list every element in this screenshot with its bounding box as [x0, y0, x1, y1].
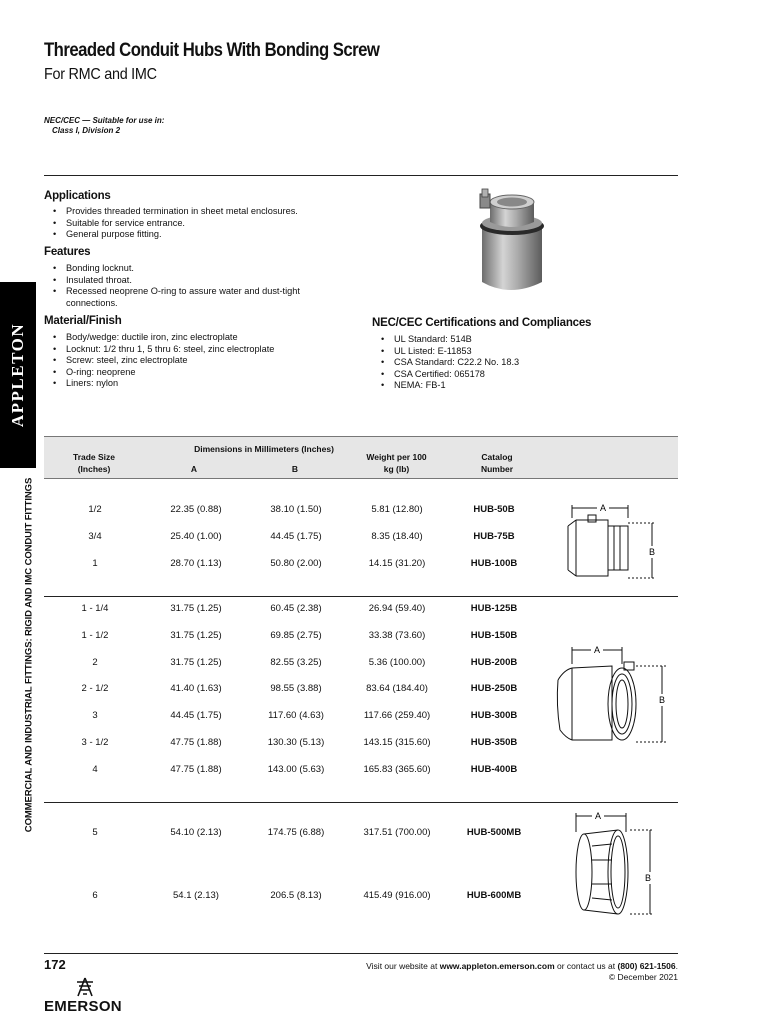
cell-size: 1/2 — [88, 504, 102, 515]
dim-a-label: A — [593, 645, 601, 655]
section-divider — [44, 175, 678, 176]
applications-list — [44, 206, 364, 241]
dim-a-label: A — [599, 503, 607, 513]
cell-catalog: HUB-350B — [470, 737, 518, 748]
phone-number: (800) 621-1506 — [617, 961, 676, 971]
certifications-list — [372, 334, 652, 392]
cell-size: 3/4 — [88, 531, 102, 542]
hub-diagram-medium — [552, 640, 676, 750]
cell-weight: 5.36 (100.00) — [368, 657, 426, 668]
cell-b: 82.55 (3.25) — [270, 657, 322, 668]
cell-a: 28.70 (1.13) — [170, 558, 222, 569]
cell-b: 130.30 (5.13) — [267, 737, 325, 748]
copyright: © December 2021 — [608, 972, 678, 982]
cell-catalog: HUB-200B — [470, 657, 518, 668]
cell-b: 174.75 (6.88) — [267, 827, 325, 838]
cell-a: 47.75 (1.88) — [170, 764, 222, 775]
table-header — [44, 436, 678, 479]
list-item: • CSA Standard: C22.2 No. 18.3 — [372, 357, 652, 369]
cell-size: 1 — [92, 558, 98, 569]
features-heading: Features — [44, 246, 91, 258]
hub-diagram-small — [558, 498, 668, 590]
list-item: • UL Listed: E-11853 — [372, 346, 652, 358]
cell-b: 44.45 (1.75) — [270, 531, 322, 542]
cell-catalog: HUB-100B — [470, 558, 518, 569]
category-sidebar-text: COMMERCIAL AND INDUSTRIAL FITTINGS: RIGID AND IMC CONDUIT FITTINGS — [23, 477, 35, 833]
cell-b: 60.45 (2.38) — [270, 603, 322, 614]
cell-weight: 5.81 (12.80) — [371, 504, 423, 515]
emerson-wordmark: EMERSON — [44, 998, 122, 1015]
list-item: • NEMA: FB-1 — [372, 380, 652, 392]
cell-weight: 317.51 (700.00) — [363, 827, 431, 838]
cell-b: 143.00 (5.63) — [267, 764, 325, 775]
hub-product-photo — [460, 186, 560, 298]
cell-weight: 83.64 (184.40) — [366, 683, 428, 694]
cell-catalog: HUB-50B — [473, 504, 515, 515]
list-item: • Locknut: 1/2 thru 1, 5 thru 6: steel, zinc electroplate — [44, 344, 364, 356]
features-list — [44, 263, 344, 309]
header-catalog: Catalog Number — [480, 452, 514, 474]
cell-a: 31.75 (1.25) — [170, 657, 222, 668]
cell-b: 206.5 (8.13) — [270, 890, 322, 901]
list-item: • Body/wedge: ductile iron, zinc electroplate — [44, 332, 364, 344]
nec-line-1: NEC/CEC — Suitable for use in: — [44, 116, 165, 125]
list-item: • O-ring: neoprene — [44, 367, 364, 379]
cell-weight: 415.49 (916.00) — [363, 890, 431, 901]
list-item: • Insulated throat. — [44, 275, 344, 287]
cell-b: 69.85 (2.75) — [270, 630, 322, 641]
cell-weight: 143.15 (315.60) — [363, 737, 431, 748]
list-item: • Liners: nylon — [44, 378, 364, 390]
applications-heading: Applications — [44, 190, 111, 202]
dim-b-label: B — [658, 695, 666, 705]
cell-weight: 14.15 (31.20) — [368, 558, 426, 569]
list-item: • Provides threaded termination in sheet metal enclosures. — [44, 206, 364, 218]
header-dim-a: A — [190, 464, 198, 474]
page-title: Threaded Conduit Hubs With Bonding Screw — [44, 40, 380, 61]
nec-line-2: Class I, Division 2 — [52, 126, 121, 135]
dim-b-label: B — [648, 547, 656, 557]
appleton-brand: APPLETON — [8, 322, 27, 428]
nec-suitability-note — [44, 116, 164, 136]
cell-weight: 165.83 (365.60) — [363, 764, 431, 775]
cell-weight: 33.38 (73.60) — [368, 630, 426, 641]
dim-a-label: A — [594, 811, 602, 821]
cell-a: 31.75 (1.25) — [170, 603, 222, 614]
cell-catalog: HUB-75B — [473, 531, 515, 542]
cell-a: 44.45 (1.75) — [170, 710, 222, 721]
cell-a: 41.40 (1.63) — [170, 683, 222, 694]
cell-catalog: HUB-500MB — [466, 827, 522, 838]
cell-weight: 8.35 (18.40) — [371, 531, 423, 542]
cell-size: 1 - 1/4 — [81, 603, 109, 614]
cell-size: 2 — [92, 657, 98, 668]
page-subtitle: For RMC and IMC — [44, 66, 157, 83]
cell-weight: 117.66 (259.40) — [363, 710, 431, 721]
cell-size: 5 — [92, 827, 98, 838]
header-trade-size: Trade Size (Inches) — [72, 452, 116, 474]
dim-b-label: B — [644, 873, 652, 883]
footer-contact: Visit our website at www.appleton.emerson.com or contact us at (800) 621-1506. © December 2021 — [366, 961, 678, 982]
cell-size: 1 - 1/2 — [81, 630, 109, 641]
header-dim-b: B — [291, 464, 299, 474]
cell-size: 6 — [92, 890, 98, 901]
hub-diagram-large — [568, 806, 668, 926]
cell-b: 98.55 (3.88) — [270, 683, 322, 694]
cell-catalog: HUB-125B — [470, 603, 518, 614]
cell-weight: 26.94 (59.40) — [368, 603, 426, 614]
website-link[interactable]: www.appleton.emerson.com — [439, 961, 555, 971]
cell-a: 47.75 (1.88) — [170, 737, 222, 748]
group-divider-1 — [44, 596, 678, 597]
cell-size: 4 — [92, 764, 98, 775]
list-item: • UL Standard: 514B — [372, 334, 652, 346]
list-item: • CSA Certified: 065178 — [372, 369, 652, 381]
cell-catalog: HUB-150B — [470, 630, 518, 641]
header-weight: Weight per 100 kg (lb) — [366, 452, 427, 474]
cell-size: 2 - 1/2 — [81, 683, 109, 694]
cell-catalog: HUB-400B — [470, 764, 518, 775]
cell-a: 54.10 (2.13) — [170, 827, 222, 838]
cell-catalog: HUB-250B — [470, 683, 518, 694]
cell-size: 3 - 1/2 — [81, 737, 109, 748]
footer-divider — [44, 953, 678, 954]
material-heading: Material/Finish — [44, 315, 122, 327]
certifications-heading: NEC/CEC Certifications and Compliances — [372, 317, 592, 329]
group-divider-2 — [44, 802, 678, 803]
list-item: • Bonding locknut. — [44, 263, 344, 275]
emerson-logo-icon — [74, 976, 96, 998]
cell-a: 54.1 (2.13) — [173, 890, 219, 901]
list-item: • Screw: steel, zinc electroplate — [44, 355, 364, 367]
header-dimensions: Dimensions in Millimeters (Inches) — [194, 444, 334, 454]
list-item: • Recessed neoprene O-ring to assure water and dust-tight connections. — [44, 286, 344, 309]
cell-a: 25.40 (1.00) — [170, 531, 222, 542]
cell-a: 31.75 (1.25) — [170, 630, 222, 641]
page-number: 172 — [44, 957, 66, 972]
material-list — [44, 332, 364, 390]
cell-b: 50.80 (2.00) — [270, 558, 322, 569]
cell-a: 22.35 (0.88) — [170, 504, 222, 515]
cell-b: 38.10 (1.50) — [270, 504, 322, 515]
cell-catalog: HUB-300B — [470, 710, 518, 721]
list-item: • Suitable for service entrance. — [44, 218, 364, 230]
cell-size: 3 — [92, 710, 98, 721]
list-item: • General purpose fitting. — [44, 229, 364, 241]
cell-b: 117.60 (4.63) — [268, 710, 324, 721]
cell-catalog: HUB-600MB — [466, 890, 522, 901]
